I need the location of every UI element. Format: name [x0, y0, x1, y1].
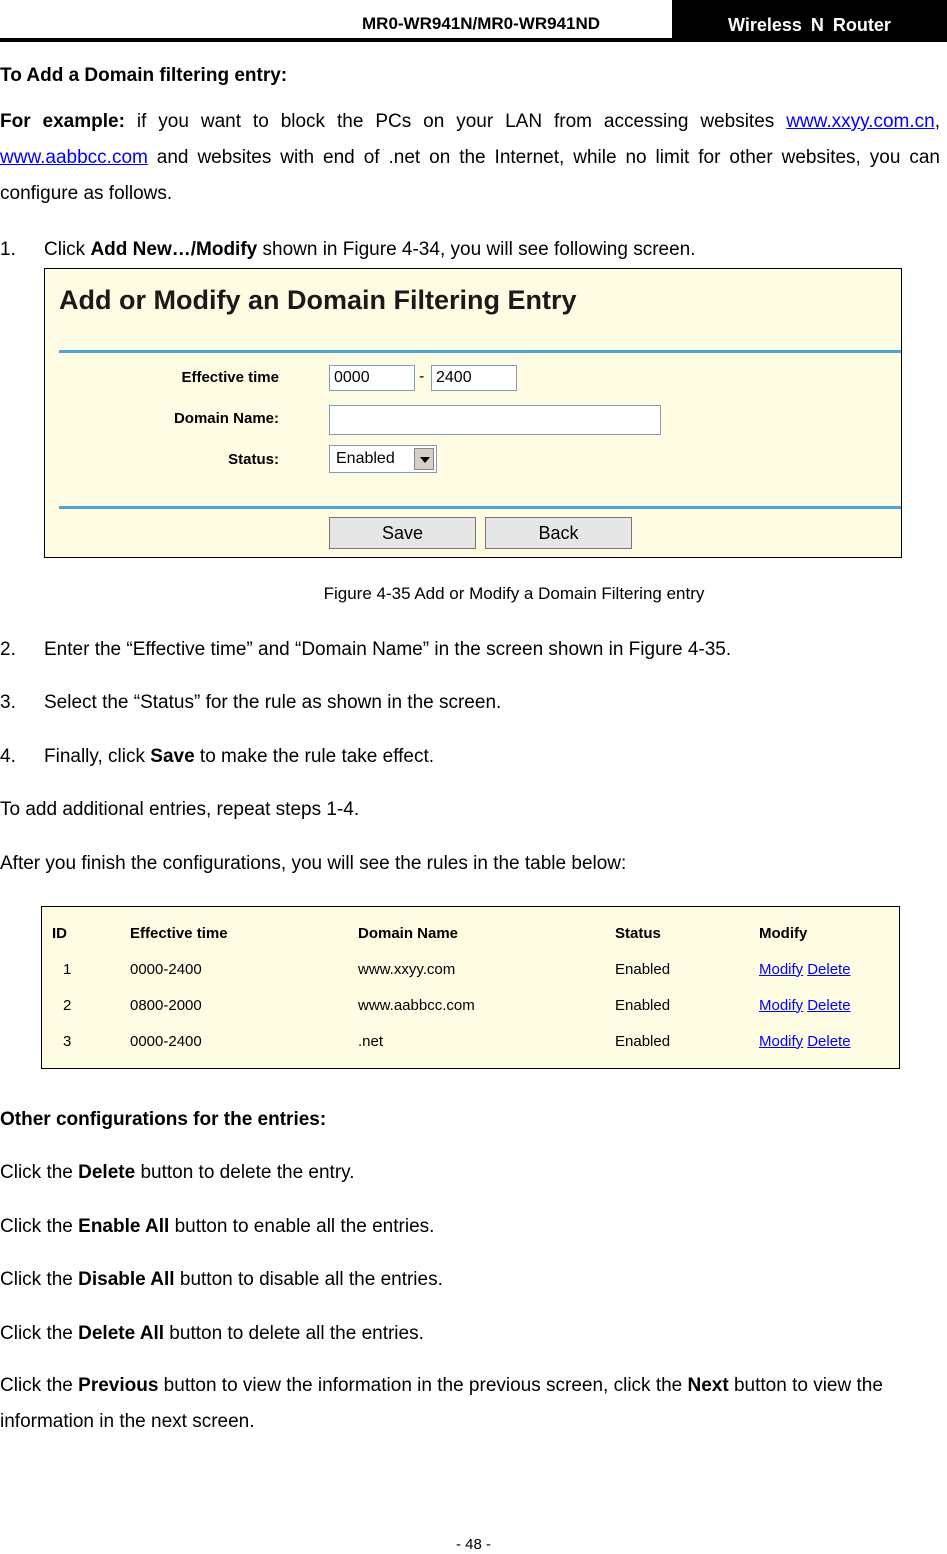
row-time: 0800-2000 — [130, 996, 202, 1014]
delete-link[interactable]: Delete — [807, 1032, 851, 1050]
product-name: Wireless N Router — [672, 0, 947, 40]
item-text: Click the — [0, 1162, 79, 1183]
step-1 — [0, 238, 696, 262]
start-time-input[interactable] — [329, 365, 415, 391]
other-item-disable-all — [0, 1268, 443, 1292]
modify-link[interactable]: Modify — [759, 960, 804, 978]
step-3 — [0, 691, 501, 715]
status-select-value: Enabled — [336, 450, 395, 467]
row-status: Enabled — [615, 1032, 671, 1050]
step-bold: Modify — [196, 239, 258, 260]
item-text: button to delete all the entries. — [164, 1323, 424, 1344]
row-domain: www.xxyy.com — [358, 960, 456, 978]
item-text: button to delete the entry. — [135, 1162, 355, 1183]
item-text: Click the — [0, 1269, 79, 1290]
end-time-input[interactable] — [431, 365, 517, 391]
row-time: 0000-2400 — [130, 1032, 202, 1050]
row-id: 3 — [63, 1032, 72, 1050]
row-actions — [759, 951, 879, 987]
domain-filter-form-figure — [44, 268, 902, 558]
col-id: ID — [52, 924, 67, 942]
step-number: 3. — [0, 692, 16, 713]
delete-link[interactable]: Delete — [807, 960, 851, 978]
other-item-previous-next — [0, 1368, 940, 1440]
item-bold: Previous — [78, 1375, 159, 1396]
status-select[interactable] — [329, 445, 437, 473]
step-text: shown in Figure 4-34, you will see following screen. — [257, 239, 696, 260]
rules-table-figure — [41, 906, 900, 1069]
step-text: Enter the “Effective time” and “Domain Name” in the screen shown in Figure 4-35. — [44, 639, 732, 660]
time-dash: - — [419, 368, 425, 385]
step-2 — [0, 638, 731, 662]
step-text: Finally, click — [44, 746, 151, 767]
item-bold: Disable All — [78, 1269, 175, 1290]
item-bold: Enable All — [78, 1216, 170, 1237]
step-bold: Save — [150, 746, 195, 767]
modify-link[interactable]: Modify — [759, 996, 804, 1014]
row-id: 2 — [63, 996, 72, 1014]
save-button[interactable]: Save — [329, 517, 476, 549]
col-effective-time: Effective time — [130, 924, 228, 942]
step-number: 2. — [0, 639, 16, 660]
row-actions — [759, 1023, 879, 1059]
item-bold: Delete All — [78, 1323, 165, 1344]
link-xxyy[interactable]: www.xxyy.com.cn — [786, 111, 935, 132]
status-label: Status: — [228, 451, 279, 468]
table-row — [52, 987, 879, 1023]
page-number: - 48 - — [455, 1536, 491, 1553]
table-row — [52, 1023, 879, 1059]
effective-time-label: Effective time — [181, 369, 279, 386]
item-bold: Next — [687, 1375, 729, 1396]
item-text: button to disable all the entries. — [174, 1269, 443, 1290]
model-name: MR0-WR941N/MR0-WR941ND — [362, 14, 601, 33]
item-text: Click the — [0, 1216, 79, 1237]
back-button[interactable]: Back — [485, 517, 632, 549]
delete-link[interactable]: Delete — [807, 996, 851, 1014]
repeat-note: To add additional entries, repeat steps 1-4. — [0, 799, 360, 820]
divider-top — [59, 350, 901, 353]
step-number: 1. — [0, 239, 16, 260]
step-number: 4. — [0, 746, 16, 767]
item-text: button to enable all the entries. — [169, 1216, 435, 1237]
row-id: 1 — [63, 960, 72, 978]
step-text: Click — [44, 239, 91, 260]
form-title: Add or Modify an Domain Filtering Entry — [59, 285, 577, 315]
col-modify: Modify — [759, 924, 808, 942]
item-text: button to view the information in the next screen. — [0, 1375, 883, 1432]
chevron-down-icon[interactable] — [414, 448, 434, 470]
page-header — [0, 0, 947, 42]
separator: , — [934, 111, 940, 132]
row-status: Enabled — [615, 996, 671, 1014]
rules-table — [52, 915, 879, 1059]
col-status: Status — [615, 924, 661, 942]
step-bold: Add New… — [90, 239, 191, 260]
row-actions — [759, 987, 879, 1023]
step-text: to make the rule take effect. — [194, 746, 435, 767]
row-domain: www.aabbcc.com — [358, 996, 475, 1014]
col-domain-name: Domain Name — [358, 924, 459, 942]
example-paragraph — [0, 104, 940, 212]
row-time: 0000-2400 — [130, 960, 202, 978]
section-heading: To Add a Domain filtering entry: — [0, 65, 288, 86]
step-4 — [0, 745, 434, 769]
header-rule — [0, 38, 947, 42]
domain-name-input[interactable] — [329, 405, 661, 435]
finish-note: After you finish the configurations, you will see the rules in the table below: — [0, 853, 627, 874]
item-text: Click the — [0, 1323, 79, 1344]
example-label: For example: — [0, 111, 125, 132]
item-bold: Delete — [78, 1162, 136, 1183]
modify-link[interactable]: Modify — [759, 1032, 804, 1050]
other-item-enable-all — [0, 1215, 434, 1239]
step-bold: / — [190, 239, 197, 260]
table-header-row — [52, 915, 879, 951]
item-text: button to view the information in the previous screen, click the — [158, 1375, 688, 1396]
divider-bottom — [59, 506, 901, 509]
other-item-delete — [0, 1161, 355, 1185]
example-text: if you want to block the PCs on your LAN from accessing websites — [124, 111, 787, 132]
other-config-heading: Other configurations for the entries: — [0, 1109, 327, 1130]
step-text: Select the “Status” for the rule as shown in the screen. — [44, 692, 502, 713]
link-aabbcc[interactable]: www.aabbcc.com — [0, 147, 148, 168]
item-text: Click the — [0, 1375, 79, 1396]
domain-name-label: Domain Name: — [173, 410, 279, 427]
row-status: Enabled — [615, 960, 671, 978]
row-domain: .net — [358, 1032, 384, 1050]
table-row — [52, 951, 879, 987]
example-text-end: and websites with end of .net on the Internet, while no limit for other websites, you can configure as follows. — [0, 147, 940, 204]
other-item-delete-all — [0, 1322, 424, 1346]
figure-caption: Figure 4-35 Add or Modify a Domain Filtering entry — [323, 584, 705, 603]
